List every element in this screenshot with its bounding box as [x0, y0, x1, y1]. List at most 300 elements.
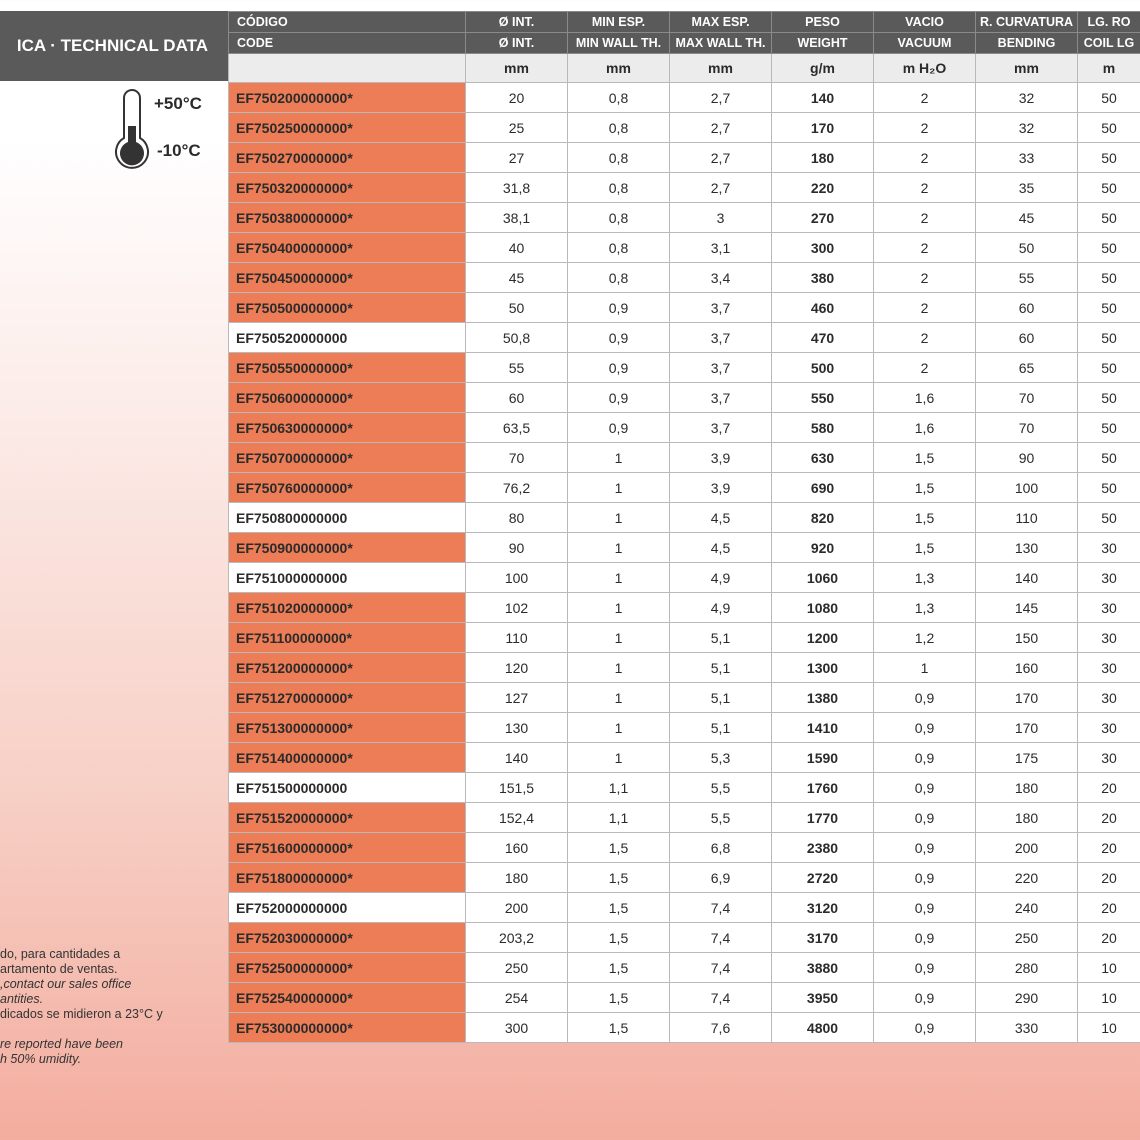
table-cell: 1,5 [568, 893, 670, 923]
table-cell: 1 [568, 713, 670, 743]
product-code: EF751500000000 [229, 773, 466, 803]
product-code: EF750400000000* [229, 233, 466, 263]
table-cell: 100 [976, 473, 1078, 503]
table-cell: 500 [772, 353, 874, 383]
table-cell: 250 [976, 923, 1078, 953]
footnote-line: h 50% umidity. [0, 1052, 82, 1066]
table-row [229, 443, 1140, 473]
product-code: EF750550000000* [229, 353, 466, 383]
table-cell: 1,5 [874, 443, 976, 473]
table-row [229, 893, 1140, 923]
table-cell: 31,8 [466, 173, 568, 203]
table-row [229, 953, 1140, 983]
table-cell: 0,9 [874, 833, 976, 863]
header-cell: MAX WALL TH. [670, 33, 772, 54]
table-cell: 0,9 [568, 293, 670, 323]
table-cell: 50 [1078, 473, 1140, 503]
table-cell: 0,9 [568, 383, 670, 413]
table-cell: 1410 [772, 713, 874, 743]
table-cell: 2 [874, 353, 976, 383]
table-cell: 1,5 [568, 953, 670, 983]
table-cell: 20 [1078, 833, 1140, 863]
table-cell: 70 [466, 443, 568, 473]
table-cell: 50 [1078, 383, 1140, 413]
table-cell: 50 [1078, 83, 1140, 113]
footnote-line [0, 1022, 220, 1037]
footnotes [0, 947, 220, 1067]
table-cell: 20 [1078, 803, 1140, 833]
units-row [229, 54, 1140, 83]
product-code: EF752030000000* [229, 923, 466, 953]
table-cell: 30 [1078, 743, 1140, 773]
table-cell: 127 [466, 683, 568, 713]
table-cell: 0,9 [874, 713, 976, 743]
table-cell: 3170 [772, 923, 874, 953]
table-cell: 150 [976, 623, 1078, 653]
table-cell: 2 [874, 143, 976, 173]
table-cell: 1,5 [568, 1013, 670, 1043]
table-cell: 90 [976, 443, 1078, 473]
header-cell: VACIO [874, 12, 976, 33]
table-cell: 120 [466, 653, 568, 683]
table-cell: 240 [976, 893, 1078, 923]
table-cell: 5,3 [670, 743, 772, 773]
table-row [229, 293, 1140, 323]
table-cell: 3,7 [670, 413, 772, 443]
table-cell: 3,7 [670, 383, 772, 413]
table-cell: 250 [466, 953, 568, 983]
table-cell: 2,7 [670, 143, 772, 173]
section-title [0, 11, 228, 81]
table-cell: 6,8 [670, 833, 772, 863]
product-code: EF750760000000* [229, 473, 466, 503]
table-cell: 30 [1078, 623, 1140, 653]
table-cell: 45 [976, 203, 1078, 233]
table-cell: 20 [1078, 773, 1140, 803]
table-row [229, 143, 1140, 173]
table-cell: 30 [1078, 593, 1140, 623]
table-cell: 1590 [772, 743, 874, 773]
table-row [229, 593, 1140, 623]
table-cell: 1760 [772, 773, 874, 803]
table-row [229, 863, 1140, 893]
table-cell: 2 [874, 113, 976, 143]
table-cell: 70 [976, 383, 1078, 413]
table-cell: 2,7 [670, 113, 772, 143]
table-row [229, 773, 1140, 803]
table-cell: 50 [1078, 413, 1140, 443]
table-cell: 1200 [772, 623, 874, 653]
table-cell: 102 [466, 593, 568, 623]
table-cell: 5,1 [670, 623, 772, 653]
table-cell: 55 [976, 263, 1078, 293]
table-cell: 170 [772, 113, 874, 143]
table-cell: 380 [772, 263, 874, 293]
table-cell: 5,1 [670, 713, 772, 743]
header-cell: CÓDIGO [229, 12, 466, 33]
table-cell: 1 [568, 503, 670, 533]
table-cell: 4,5 [670, 533, 772, 563]
table-cell: 1060 [772, 563, 874, 593]
unit-cell: m H₂O [874, 54, 976, 83]
unit-cell: g/m [772, 54, 874, 83]
product-code: EF750500000000* [229, 293, 466, 323]
table-cell: 0,8 [568, 173, 670, 203]
table-cell: 5,1 [670, 683, 772, 713]
product-code: EF751400000000* [229, 743, 466, 773]
table-cell: 4,9 [670, 593, 772, 623]
table-cell: 7,4 [670, 983, 772, 1013]
table-cell: 140 [976, 563, 1078, 593]
table-cell: 1,5 [874, 473, 976, 503]
table-cell: 1,6 [874, 383, 976, 413]
table-cell: 33 [976, 143, 1078, 173]
table-cell: 2,7 [670, 173, 772, 203]
product-code: EF750200000000* [229, 83, 466, 113]
table-row [229, 923, 1140, 953]
header-cell: LG. RO [1078, 12, 1140, 33]
table-cell: 690 [772, 473, 874, 503]
footnote-line: re reported have been [0, 1037, 124, 1051]
unit-cell: mm [976, 54, 1078, 83]
header-cell: Ø INT. [466, 12, 568, 33]
table-cell: 0,8 [568, 143, 670, 173]
table-cell: 20 [466, 83, 568, 113]
table-row [229, 833, 1140, 863]
table-row [229, 983, 1140, 1013]
table-row [229, 713, 1140, 743]
table-cell: 3,4 [670, 263, 772, 293]
table-row [229, 263, 1140, 293]
product-code: EF750900000000* [229, 533, 466, 563]
table-cell: 1,5 [568, 923, 670, 953]
table-cell: 130 [466, 713, 568, 743]
table-cell: 2,7 [670, 83, 772, 113]
table-cell: 1,1 [568, 773, 670, 803]
table-cell: 180 [976, 803, 1078, 833]
unit-cell: mm [670, 54, 772, 83]
table-cell: 7,4 [670, 893, 772, 923]
table-row [229, 623, 1140, 653]
header-cell: BENDING [976, 33, 1078, 54]
product-code: EF750520000000 [229, 323, 466, 353]
table-row [229, 203, 1140, 233]
table-cell: 35 [976, 173, 1078, 203]
product-code: EF750270000000* [229, 143, 466, 173]
table-row [229, 83, 1140, 113]
table-cell: 27 [466, 143, 568, 173]
table-row [229, 563, 1140, 593]
table-cell: 151,5 [466, 773, 568, 803]
table-cell: 0,8 [568, 263, 670, 293]
table-cell: 1 [568, 683, 670, 713]
header-cell: MIN WALL TH. [568, 33, 670, 54]
product-code: EF753000000000* [229, 1013, 466, 1043]
table-row [229, 803, 1140, 833]
table-cell: 2 [874, 293, 976, 323]
header-cell: CODE [229, 33, 466, 54]
table-cell: 2 [874, 233, 976, 263]
table-cell: 25 [466, 113, 568, 143]
table-cell: 1 [568, 743, 670, 773]
table-cell: 1 [568, 593, 670, 623]
table-cell: 90 [466, 533, 568, 563]
table-cell: 50 [1078, 503, 1140, 533]
table-cell: 180 [976, 773, 1078, 803]
section-title-text: ICA · TECHNICAL DATA [16, 36, 208, 55]
product-code: EF751000000000 [229, 563, 466, 593]
table-row [229, 1013, 1140, 1043]
table-cell: 160 [976, 653, 1078, 683]
header-row-english [229, 33, 1140, 54]
table-cell: 110 [466, 623, 568, 653]
product-code: EF750450000000* [229, 263, 466, 293]
table-cell: 1,1 [568, 803, 670, 833]
table-cell: 100 [466, 563, 568, 593]
product-code: EF750380000000* [229, 203, 466, 233]
product-code: EF751200000000* [229, 653, 466, 683]
table-cell: 50 [1078, 203, 1140, 233]
product-code: EF750800000000 [229, 503, 466, 533]
table-cell: 50 [1078, 173, 1140, 203]
table-cell: 2 [874, 323, 976, 353]
table-cell: 1,6 [874, 413, 976, 443]
table-cell: 1080 [772, 593, 874, 623]
table-cell: 254 [466, 983, 568, 1013]
table-cell: 1300 [772, 653, 874, 683]
table-cell: 0,9 [568, 353, 670, 383]
table-cell: 0,9 [874, 983, 976, 1013]
table-cell: 1 [568, 443, 670, 473]
product-code: EF752500000000* [229, 953, 466, 983]
table-cell: 80 [466, 503, 568, 533]
product-code: EF750320000000* [229, 173, 466, 203]
table-cell: 0,9 [874, 893, 976, 923]
footnote-line: antities. [0, 992, 44, 1006]
table-cell: 460 [772, 293, 874, 323]
table-cell: 6,9 [670, 863, 772, 893]
table-cell: 3,9 [670, 443, 772, 473]
table-row [229, 743, 1140, 773]
table-cell: 30 [1078, 713, 1140, 743]
table-cell: 50 [1078, 113, 1140, 143]
header-cell: COIL LG [1078, 33, 1140, 54]
table-row [229, 323, 1140, 353]
table-cell: 300 [772, 233, 874, 263]
table-cell: 550 [772, 383, 874, 413]
table-row [229, 413, 1140, 443]
table-cell: 470 [772, 323, 874, 353]
table-cell: 2 [874, 263, 976, 293]
table-cell: 145 [976, 593, 1078, 623]
table-cell: 1,3 [874, 593, 976, 623]
table-cell: 1380 [772, 683, 874, 713]
table-cell: 920 [772, 533, 874, 563]
table-cell: 60 [466, 383, 568, 413]
table-cell: 7,4 [670, 953, 772, 983]
table-cell: 300 [466, 1013, 568, 1043]
table-cell: 1 [874, 653, 976, 683]
table-row [229, 653, 1140, 683]
table-cell: 30 [1078, 563, 1140, 593]
table-cell: 110 [976, 503, 1078, 533]
table-cell: 1 [568, 623, 670, 653]
table-cell: 4,9 [670, 563, 772, 593]
temperature-max: +50°C [154, 94, 202, 113]
product-code: EF751800000000* [229, 863, 466, 893]
table-cell: 76,2 [466, 473, 568, 503]
table-cell: 63,5 [466, 413, 568, 443]
table-row [229, 533, 1140, 563]
table-cell: 180 [772, 143, 874, 173]
table-cell: 140 [772, 83, 874, 113]
header-cell: WEIGHT [772, 33, 874, 54]
header-row-spanish [229, 12, 1140, 33]
table-cell: 580 [772, 413, 874, 443]
table-cell: 1,5 [568, 863, 670, 893]
table-cell: 220 [772, 173, 874, 203]
table-cell: 7,4 [670, 923, 772, 953]
table-cell: 3880 [772, 953, 874, 983]
table-cell: 2 [874, 83, 976, 113]
unit-cell [229, 54, 466, 83]
product-code: EF751100000000* [229, 623, 466, 653]
table-cell: 32 [976, 83, 1078, 113]
table-cell: 3,7 [670, 353, 772, 383]
table-cell: 180 [466, 863, 568, 893]
table-cell: 5,5 [670, 803, 772, 833]
table-cell: 0,9 [874, 1013, 976, 1043]
table-cell: 630 [772, 443, 874, 473]
table-cell: 50 [1078, 143, 1140, 173]
table-row [229, 353, 1140, 383]
footnote-line: dicados se midieron a 23°C y [0, 1007, 163, 1021]
table-cell: 1 [568, 653, 670, 683]
header-cell: VACUUM [874, 33, 976, 54]
unit-cell: mm [568, 54, 670, 83]
table-cell: 65 [976, 353, 1078, 383]
table-cell: 10 [1078, 1013, 1140, 1043]
header-cell: PESO [772, 12, 874, 33]
table-row [229, 473, 1140, 503]
table-cell: 330 [976, 1013, 1078, 1043]
table-cell: 50 [466, 293, 568, 323]
table-row [229, 683, 1140, 713]
table-cell: 3,7 [670, 323, 772, 353]
table-row [229, 233, 1140, 263]
table-cell: 55 [466, 353, 568, 383]
table-cell: 0,9 [874, 863, 976, 893]
table-cell: 1,5 [568, 833, 670, 863]
table-cell: 1,5 [874, 503, 976, 533]
table-cell: 2720 [772, 863, 874, 893]
table-cell: 140 [466, 743, 568, 773]
table-cell: 5,5 [670, 773, 772, 803]
table-cell: 2 [874, 203, 976, 233]
table-cell: 1,3 [874, 563, 976, 593]
table-cell: 70 [976, 413, 1078, 443]
header-cell: MIN ESP. [568, 12, 670, 33]
table-cell: 2380 [772, 833, 874, 863]
product-code: EF751300000000* [229, 713, 466, 743]
table-cell: 40 [466, 233, 568, 263]
table-cell: 0,9 [874, 953, 976, 983]
table-cell: 1,5 [568, 983, 670, 1013]
table-cell: 270 [772, 203, 874, 233]
table-cell: 220 [976, 863, 1078, 893]
table-cell: 1770 [772, 803, 874, 833]
table-cell: 4,5 [670, 503, 772, 533]
table-cell: 50 [1078, 323, 1140, 353]
table-cell: 20 [1078, 863, 1140, 893]
footnote-line: artamento de ventas. [0, 962, 118, 976]
table-cell: 50 [1078, 353, 1140, 383]
product-code: EF750600000000* [229, 383, 466, 413]
table-cell: 1,5 [874, 533, 976, 563]
product-code: EF752540000000* [229, 983, 466, 1013]
table-cell: 50 [1078, 233, 1140, 263]
table-cell: 0,9 [874, 773, 976, 803]
table-cell: 160 [466, 833, 568, 863]
table-cell: 820 [772, 503, 874, 533]
table-cell: 50 [976, 233, 1078, 263]
table-cell: 2 [874, 173, 976, 203]
table-cell: 50,8 [466, 323, 568, 353]
temperature-min: -10°C [157, 141, 201, 160]
table-row [229, 503, 1140, 533]
table-cell: 3,7 [670, 293, 772, 323]
table-cell: 4800 [772, 1013, 874, 1043]
table-cell: 10 [1078, 983, 1140, 1013]
footnote-line: do, para cantidades a [0, 947, 121, 961]
product-code: EF750700000000* [229, 443, 466, 473]
table-cell: 30 [1078, 653, 1140, 683]
table-cell: 3,1 [670, 233, 772, 263]
table-cell: 0,9 [874, 923, 976, 953]
table-cell: 32 [976, 113, 1078, 143]
technical-data-table [228, 11, 1140, 1043]
table-cell: 0,9 [874, 683, 976, 713]
table-cell: 1 [568, 473, 670, 503]
table-cell: 60 [976, 323, 1078, 353]
table-cell: 30 [1078, 533, 1140, 563]
table-cell: 3120 [772, 893, 874, 923]
header-cell: R. CURVATURA [976, 12, 1078, 33]
table-cell: 0,8 [568, 203, 670, 233]
table-cell: 7,6 [670, 1013, 772, 1043]
table-cell: 60 [976, 293, 1078, 323]
table-cell: 170 [976, 683, 1078, 713]
table-cell: 0,9 [874, 743, 976, 773]
table-cell: 0,8 [568, 233, 670, 263]
product-code: EF750630000000* [229, 413, 466, 443]
table-cell: 203,2 [466, 923, 568, 953]
product-code: EF751270000000* [229, 683, 466, 713]
table-cell: 200 [976, 833, 1078, 863]
table-cell: 50 [1078, 443, 1140, 473]
product-code: EF751020000000* [229, 593, 466, 623]
table-cell: 50 [1078, 293, 1140, 323]
table-cell: 0,9 [874, 803, 976, 833]
table-cell: 45 [466, 263, 568, 293]
header-cell: MAX ESP. [670, 12, 772, 33]
table-cell: 290 [976, 983, 1078, 1013]
table-cell: 3,9 [670, 473, 772, 503]
table-cell: 0,9 [568, 413, 670, 443]
footnote-line: ,contact our sales office [0, 977, 132, 991]
table-cell: 20 [1078, 893, 1140, 923]
table-cell: 38,1 [466, 203, 568, 233]
